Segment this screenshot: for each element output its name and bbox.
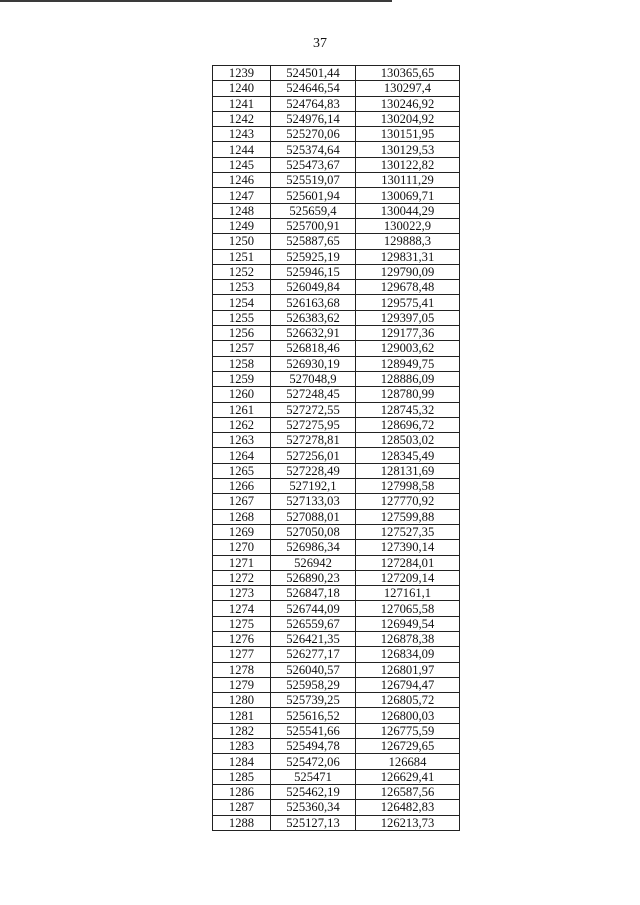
point-number-cell: 1259	[213, 371, 271, 386]
table-row	[213, 341, 460, 356]
x-coordinate-cell: 526559,67	[271, 616, 356, 631]
x-coordinate-cell: 524501,44	[271, 66, 356, 81]
point-number-cell: 1276	[213, 631, 271, 646]
x-coordinate-cell: 524976,14	[271, 111, 356, 126]
x-coordinate-cell: 527248,45	[271, 387, 356, 402]
point-number-cell: 1241	[213, 96, 271, 111]
x-coordinate-cell: 526049,84	[271, 280, 356, 295]
point-number-cell: 1268	[213, 509, 271, 524]
table-row	[213, 739, 460, 754]
y-coordinate-cell: 126801,97	[356, 662, 460, 677]
point-number-cell: 1282	[213, 723, 271, 738]
y-coordinate-cell: 128886,09	[356, 371, 460, 386]
table-row	[213, 371, 460, 386]
point-number-cell: 1280	[213, 693, 271, 708]
y-coordinate-cell: 130069,71	[356, 188, 460, 203]
x-coordinate-cell: 525601,94	[271, 188, 356, 203]
table-row	[213, 234, 460, 249]
y-coordinate-cell: 130365,65	[356, 66, 460, 81]
y-coordinate-cell: 128780,99	[356, 387, 460, 402]
table-row	[213, 188, 460, 203]
table-row	[213, 387, 460, 402]
point-number-cell: 1287	[213, 800, 271, 815]
x-coordinate-cell: 526040,57	[271, 662, 356, 677]
point-number-cell: 1239	[213, 66, 271, 81]
y-coordinate-cell: 126482,83	[356, 800, 460, 815]
point-number-cell: 1245	[213, 157, 271, 172]
table-row	[213, 647, 460, 662]
x-coordinate-cell: 525374,64	[271, 142, 356, 157]
point-number-cell: 1275	[213, 616, 271, 631]
table-row	[213, 310, 460, 325]
x-coordinate-cell: 525471	[271, 769, 356, 784]
x-coordinate-cell: 526942	[271, 555, 356, 570]
y-coordinate-cell: 130111,29	[356, 173, 460, 188]
table-row	[213, 662, 460, 677]
point-number-cell: 1274	[213, 601, 271, 616]
table-row	[213, 540, 460, 555]
x-coordinate-cell: 526632,91	[271, 326, 356, 341]
y-coordinate-cell: 129831,31	[356, 249, 460, 264]
y-coordinate-cell: 127209,14	[356, 570, 460, 585]
point-number-cell: 1242	[213, 111, 271, 126]
y-coordinate-cell: 130204,92	[356, 111, 460, 126]
x-coordinate-cell: 525270,06	[271, 127, 356, 142]
y-coordinate-cell: 128745,32	[356, 402, 460, 417]
coordinates-table-body	[213, 66, 460, 831]
x-coordinate-cell: 525127,13	[271, 815, 356, 830]
y-coordinate-cell: 127284,01	[356, 555, 460, 570]
y-coordinate-cell: 128345,49	[356, 448, 460, 463]
x-coordinate-cell: 527088,01	[271, 509, 356, 524]
x-coordinate-cell: 526277,17	[271, 647, 356, 662]
y-coordinate-cell: 127527,35	[356, 524, 460, 539]
point-number-cell: 1278	[213, 662, 271, 677]
point-number-cell: 1272	[213, 570, 271, 585]
table-row	[213, 769, 460, 784]
y-coordinate-cell: 127065,58	[356, 601, 460, 616]
table-row	[213, 173, 460, 188]
point-number-cell: 1256	[213, 326, 271, 341]
table-row	[213, 66, 460, 81]
table-row	[213, 249, 460, 264]
table-row	[213, 494, 460, 509]
point-number-cell: 1246	[213, 173, 271, 188]
x-coordinate-cell: 526930,19	[271, 356, 356, 371]
table-row	[213, 463, 460, 478]
x-coordinate-cell: 525739,25	[271, 693, 356, 708]
x-coordinate-cell: 527272,55	[271, 402, 356, 417]
y-coordinate-cell: 127998,58	[356, 479, 460, 494]
y-coordinate-cell: 130129,53	[356, 142, 460, 157]
x-coordinate-cell: 526744,09	[271, 601, 356, 616]
x-coordinate-cell: 526890,23	[271, 570, 356, 585]
point-number-cell: 1285	[213, 769, 271, 784]
table-row	[213, 218, 460, 233]
point-number-cell: 1286	[213, 784, 271, 799]
y-coordinate-cell: 128131,69	[356, 463, 460, 478]
y-coordinate-cell: 126729,65	[356, 739, 460, 754]
y-coordinate-cell: 130044,29	[356, 203, 460, 218]
point-number-cell: 1263	[213, 433, 271, 448]
y-coordinate-cell: 126834,09	[356, 647, 460, 662]
table-row	[213, 96, 460, 111]
table-row	[213, 479, 460, 494]
y-coordinate-cell: 126587,56	[356, 784, 460, 799]
scan-edge-line	[0, 0, 392, 2]
y-coordinate-cell: 130246,92	[356, 96, 460, 111]
table-row	[213, 570, 460, 585]
point-number-cell: 1284	[213, 754, 271, 769]
table-row	[213, 127, 460, 142]
x-coordinate-cell: 527275,95	[271, 417, 356, 432]
y-coordinate-cell: 130151,95	[356, 127, 460, 142]
point-number-cell: 1271	[213, 555, 271, 570]
point-number-cell: 1269	[213, 524, 271, 539]
x-coordinate-cell: 526986,34	[271, 540, 356, 555]
point-number-cell: 1253	[213, 280, 271, 295]
point-number-cell: 1254	[213, 295, 271, 310]
y-coordinate-cell: 129888,3	[356, 234, 460, 249]
y-coordinate-cell: 129177,36	[356, 326, 460, 341]
point-number-cell: 1255	[213, 310, 271, 325]
x-coordinate-cell: 525473,67	[271, 157, 356, 172]
point-number-cell: 1260	[213, 387, 271, 402]
table-row	[213, 402, 460, 417]
x-coordinate-cell: 525616,52	[271, 708, 356, 723]
table-row	[213, 356, 460, 371]
table-row	[213, 586, 460, 601]
y-coordinate-cell: 127599,88	[356, 509, 460, 524]
point-number-cell: 1252	[213, 264, 271, 279]
table-row	[213, 693, 460, 708]
table-row	[213, 509, 460, 524]
y-coordinate-cell: 127390,14	[356, 540, 460, 555]
y-coordinate-cell: 130297,4	[356, 81, 460, 96]
y-coordinate-cell: 126800,03	[356, 708, 460, 723]
y-coordinate-cell: 126949,54	[356, 616, 460, 631]
table-row	[213, 142, 460, 157]
point-number-cell: 1265	[213, 463, 271, 478]
y-coordinate-cell: 128696,72	[356, 417, 460, 432]
table-row	[213, 280, 460, 295]
y-coordinate-cell: 128949,75	[356, 356, 460, 371]
y-coordinate-cell: 126794,47	[356, 677, 460, 692]
point-number-cell: 1257	[213, 341, 271, 356]
y-coordinate-cell: 130022,9	[356, 218, 460, 233]
x-coordinate-cell: 525958,29	[271, 677, 356, 692]
table-row	[213, 203, 460, 218]
x-coordinate-cell: 525519,07	[271, 173, 356, 188]
table-row	[213, 417, 460, 432]
table-row	[213, 524, 460, 539]
point-number-cell: 1281	[213, 708, 271, 723]
x-coordinate-cell: 525925,19	[271, 249, 356, 264]
point-number-cell: 1248	[213, 203, 271, 218]
table-row	[213, 800, 460, 815]
y-coordinate-cell: 126684	[356, 754, 460, 769]
x-coordinate-cell: 525946,15	[271, 264, 356, 279]
y-coordinate-cell: 126775,59	[356, 723, 460, 738]
x-coordinate-cell: 525659,4	[271, 203, 356, 218]
x-coordinate-cell: 525700,91	[271, 218, 356, 233]
x-coordinate-cell: 524764,83	[271, 96, 356, 111]
y-coordinate-cell: 129678,48	[356, 280, 460, 295]
point-number-cell: 1270	[213, 540, 271, 555]
table-row	[213, 433, 460, 448]
point-number-cell: 1243	[213, 127, 271, 142]
coordinates-table	[212, 65, 460, 831]
table-row	[213, 677, 460, 692]
point-number-cell: 1244	[213, 142, 271, 157]
table-row	[213, 601, 460, 616]
x-coordinate-cell: 527133,03	[271, 494, 356, 509]
point-number-cell: 1267	[213, 494, 271, 509]
point-number-cell: 1247	[213, 188, 271, 203]
point-number-cell: 1262	[213, 417, 271, 432]
x-coordinate-cell: 527050,08	[271, 524, 356, 539]
y-coordinate-cell: 128503,02	[356, 433, 460, 448]
x-coordinate-cell: 525541,66	[271, 723, 356, 738]
point-number-cell: 1258	[213, 356, 271, 371]
table-row	[213, 784, 460, 799]
point-number-cell: 1240	[213, 81, 271, 96]
point-number-cell: 1249	[213, 218, 271, 233]
point-number-cell: 1277	[213, 647, 271, 662]
table-row	[213, 264, 460, 279]
x-coordinate-cell: 526847,18	[271, 586, 356, 601]
y-coordinate-cell: 129575,41	[356, 295, 460, 310]
table-row	[213, 754, 460, 769]
point-number-cell: 1279	[213, 677, 271, 692]
x-coordinate-cell: 526163,68	[271, 295, 356, 310]
table-row	[213, 157, 460, 172]
x-coordinate-cell: 527228,49	[271, 463, 356, 478]
page-number: 37	[313, 36, 327, 51]
table-row	[213, 81, 460, 96]
y-coordinate-cell: 127161,1	[356, 586, 460, 601]
x-coordinate-cell: 525360,34	[271, 800, 356, 815]
y-coordinate-cell: 126878,38	[356, 631, 460, 646]
table-row	[213, 708, 460, 723]
table-row	[213, 815, 460, 830]
x-coordinate-cell: 527192,1	[271, 479, 356, 494]
x-coordinate-cell: 524646,54	[271, 81, 356, 96]
point-number-cell: 1250	[213, 234, 271, 249]
x-coordinate-cell: 525472,06	[271, 754, 356, 769]
y-coordinate-cell: 126805,72	[356, 693, 460, 708]
table-row	[213, 616, 460, 631]
y-coordinate-cell: 126629,41	[356, 769, 460, 784]
point-number-cell: 1251	[213, 249, 271, 264]
y-coordinate-cell: 127770,92	[356, 494, 460, 509]
y-coordinate-cell: 129003,62	[356, 341, 460, 356]
x-coordinate-cell: 525494,78	[271, 739, 356, 754]
table-row	[213, 555, 460, 570]
table-row	[213, 326, 460, 341]
y-coordinate-cell: 126213,73	[356, 815, 460, 830]
x-coordinate-cell: 525887,65	[271, 234, 356, 249]
x-coordinate-cell: 526383,62	[271, 310, 356, 325]
point-number-cell: 1264	[213, 448, 271, 463]
y-coordinate-cell: 129397,05	[356, 310, 460, 325]
point-number-cell: 1261	[213, 402, 271, 417]
table-row	[213, 295, 460, 310]
x-coordinate-cell: 527278,81	[271, 433, 356, 448]
table-row	[213, 448, 460, 463]
y-coordinate-cell: 129790,09	[356, 264, 460, 279]
y-coordinate-cell: 130122,82	[356, 157, 460, 172]
point-number-cell: 1273	[213, 586, 271, 601]
x-coordinate-cell: 525462,19	[271, 784, 356, 799]
x-coordinate-cell: 526818,46	[271, 341, 356, 356]
point-number-cell: 1288	[213, 815, 271, 830]
point-number-cell: 1283	[213, 739, 271, 754]
x-coordinate-cell: 527256,01	[271, 448, 356, 463]
table-row	[213, 631, 460, 646]
point-number-cell: 1266	[213, 479, 271, 494]
x-coordinate-cell: 526421,35	[271, 631, 356, 646]
table-row	[213, 723, 460, 738]
x-coordinate-cell: 527048,9	[271, 371, 356, 386]
table-row	[213, 111, 460, 126]
